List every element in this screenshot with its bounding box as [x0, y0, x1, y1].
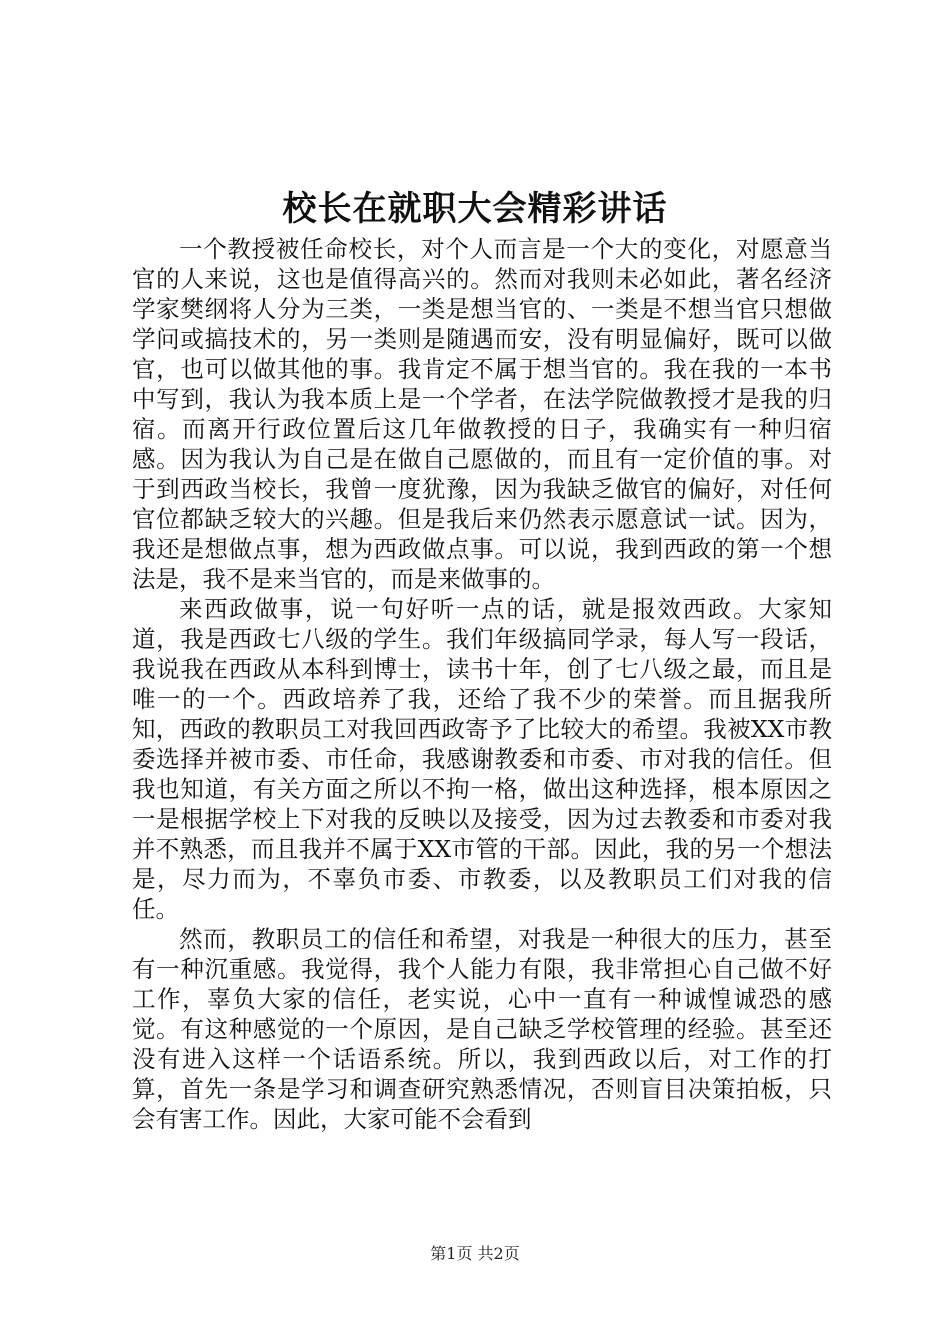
paragraph-1: 一个教授被任命校长，对个人而言是一个大的变化，对愿意当官的人来说，这也是值得高兴的。然而对我则未必如此，著名经济学家樊纲将人分为三类，一类是想当官的、一类是不想当官只想做学问或搞技术的，另一类则是随遇而安，没有明显偏好，既可以做官，也可以做其他的事。我肯定不属于想当官的。我在我的一本书中写到，我认为我本质上是一个学者，在法学院做教授才是我的归宿。而离开行政位置后这几年做教授的日子，我确实有一种归宿感。因为我认为自己是在做自己愿做的，而且有一定价值的事。对于到西政当校长，我曾一度犹豫，因为我缺乏做官的偏好，对任何官位都缺乏较大的兴趣。但是我后来仍然表示愿意试一试。因为，我还是想做点事，想为西政做点事。可以说，我到西政的第一个想法是，我不是来当官的，而是来做事的。 — [132, 235, 832, 593]
document-body — [132, 234, 832, 1134]
paragraph-2: 来西政做事，说一句好听一点的话，就是报效西政。大家知道，我是西政七八级的学生。我们年级搞同学录，每人写一段话，我说我在西政从本科到博士，读书十年，创了七八级之最，而且是唯一的一个。西政培养了我，还给了我不少的荣誉。而且据我所知，西政的教职员工对我回西政寄予了比较大的希望。我被XX市教委选择并被市委、市任命，我感谢教委和市委、市对我的信任。但我也知道，有关方面之所以不拘一格，做出这种选择，根本原因之一是根据学校上下对我的反映以及接受，因为过去教委和市委对我并不熟悉，而且我并不属于XX市管的干部。因此，我的另一个想法是，尽力而为，不辜负市委、市教委，以及教职员工们对我的信任。 — [132, 595, 832, 923]
document-title: 校长在就职大会精彩讲话 — [282, 189, 668, 229]
page-footer: 第1页 共2页 — [430, 1244, 520, 1263]
paragraph-3: 然而，教职员工的信任和希望，对我是一种很大的压力，甚至有一种沉重感。我觉得，我个人能力有限，我非常担心自己做不好工作，辜负大家的信任，老实说，心中一直有一种诚惶诚恐的感觉。有这种感觉的一个原因，是自己缺乏学校管理的经验。甚至还没有进入这样一个话语系统。所以，我到西政以后，对工作的打算，首先一条是学习和调查研究熟悉情况，否则盲目决策拍板，只会有害工作。因此，大家可能不会看到 — [132, 925, 832, 1133]
